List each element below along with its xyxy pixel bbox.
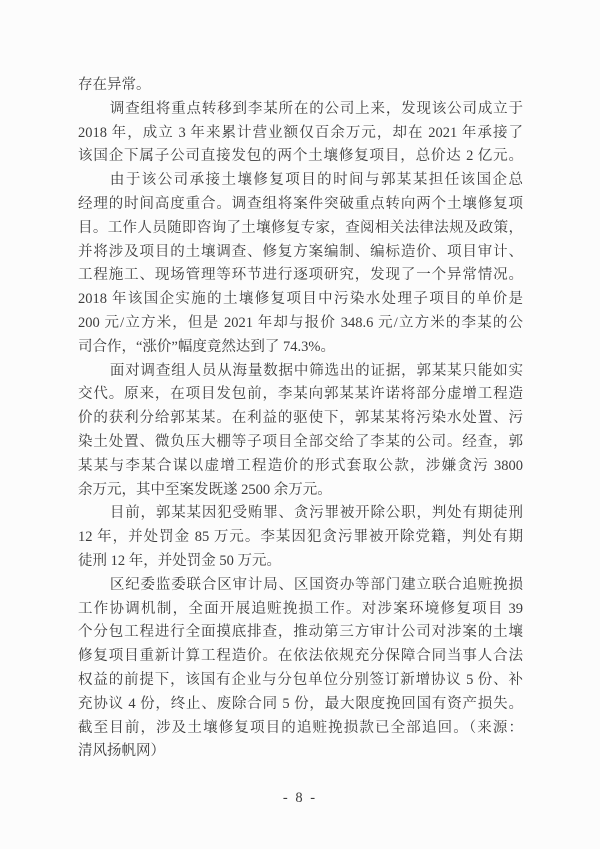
text-line: 目前，郭某某因犯受贿罪、贪污罪被开除公职，判处有期徒刑: [109, 505, 523, 522]
text-line: 200 元/立方米，但是 2021 年却与报价 348.6 元/立方米的李某的公: [78, 314, 523, 331]
text-line: 工程施工、现场管理等环节进行逐项研究，发现了一个异常情况。: [78, 267, 523, 284]
text-line: 修复项目重新计算工程造价。在依法依规充分保障合同当事人合法: [78, 648, 523, 665]
text-line: 该国企下属子公司直接发包的两个土壤修复项目，总价达 2 亿元。: [78, 148, 523, 165]
text-line: 调查组将重点转移到李某所在的公司上来，发现该公司成立于: [109, 100, 523, 117]
text-line: 充协议 4 份，终止、废除合同 5 份，最大限度挽回国有资产损失。: [78, 695, 523, 712]
text-line: 目。工作人员随即咨询了土壤修复专家，查阅相关法律法规及政策，: [78, 219, 523, 236]
text-line: 截至目前，涉及土壤修复项目的追赃挽损款已全部追回。（来源：: [78, 719, 523, 736]
text-line: 2018 年，成立 3 年来累计营业额仅百余万元，却在 2021 年承接了: [78, 124, 523, 141]
article-body: [78, 74, 523, 764]
text-line: 价的获利分给郭某某。在利益的驱使下，郭某某将污染水处置、污: [78, 410, 523, 427]
text-line: 某某与李某合谋以虚增工程造价的形式套取公款，涉嫌贪污 3800: [78, 457, 523, 474]
text-line: 染土处置、微负压大棚等子项目全部交给了李某的公司。经查，郭: [78, 433, 523, 450]
text-line: 由于该公司承接土壤修复项目的时间与郭某某担任该国企总: [109, 172, 523, 189]
text-line: 区纪委监委联合区审计局、区国资办等部门建立联合追赃挽损: [109, 576, 523, 593]
text-line: 徒刑 12 年，并处罚金 50 万元。: [78, 552, 281, 569]
text-line: 存在异常。: [78, 77, 151, 93]
text-line: 司合作，“涨价”幅度竟然达到了 74.3%。: [78, 338, 335, 355]
text-line: 工作协调机制，全面开展追赃挽损工作。对涉案环境修复项目 39: [78, 600, 523, 617]
text-line: 权益的前提下，该国有企业与分包单位分别签订新增协议 5 份、补: [78, 671, 523, 688]
text-line: 面对调查组人员从海量数据中筛选出的证据，郭某某只能如实: [109, 362, 523, 379]
text-line: 经理的时间高度重合。调查组将案件突破重点转向两个土壤修复项: [78, 195, 523, 212]
page-number: - 8 -: [282, 790, 318, 806]
text-line: 余万元，其中至案发既遂 2500 余万元。: [78, 481, 332, 498]
text-line: 12 年，并处罚金 85 万元。李某因犯贪污罪被开除党籍，判处有期: [78, 529, 523, 546]
text-line: 2018 年该国企实施的土壤修复项目中污染水处理子项目的单价是: [78, 291, 523, 308]
text-line: 并将涉及项目的土壤调查、修复方案编制、编标造价、项目审计、: [78, 243, 523, 260]
text-line: 清风扬帆网）: [78, 743, 165, 760]
text-line: 个分包工程进行全面摸底排查，推动第三方审计公司对涉案的土壤: [78, 624, 523, 641]
text-line: 交代。原来，在项目发包前，李某向郭某某许诺将部分虚增工程造: [78, 386, 523, 403]
